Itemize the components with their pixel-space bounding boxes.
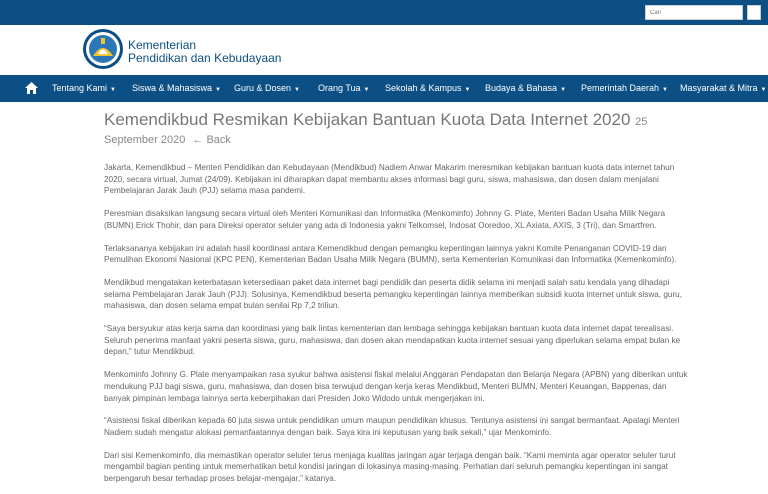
search-input[interactable] [645,5,743,20]
nav-budaya-bahasa[interactable] [485,75,566,102]
nav-masyarakat-mitra[interactable] [680,75,766,102]
caret-down-icon: ▼ [560,87,567,93]
brand-line-1: Kementerian [128,38,197,52]
top-bar [0,0,768,25]
article-title [104,110,694,132]
caret-down-icon: ▼ [662,87,668,93]
article-paragraph: Jakarta, Kemendikbud – Menteri Pendidikan dan Kebudayaan (Mendikbud) Nadiem Anwar Makarim meresmikan kebijakan bantuan kuota data internet tahun 2020, secara virtual, Jumat (24/09). Kebijakan ini diharapkan dapat membantu akses informasi bagi guru, siswa, mahasiswa, dan dosen dalam menjalani Pembelajaran Jarak Jauh (PJJ) selama masa pandemi. [104,163,675,196]
caret-down-icon: ▼ [294,87,300,93]
nav-siswa-mahasiswa[interactable] [132,75,221,102]
article-paragraph: Peresmian disaksikan langsung secara virtual oleh Menteri Komunikasi dan Informatika (Menkominfo) Johnny G. Plate, Menteri Badan Usaha Milik Negara (BUMN) Erick Thohir, dan para Direksi operator seluler yang ada di Indonesia yakni Telkomsel, Indosat Ooredoo, XL Axiata, AXIS, 3 (Tri), dan Smartfren. [104,209,666,230]
nav-tentang-kami[interactable] [52,75,116,102]
nav-label: Tentang Kami [52,83,108,93]
brand-line-2: Pendidikan dan Kebudayaan [128,51,282,65]
tut-wuri-handayani-logo[interactable] [82,28,124,70]
nav-sekolah-kampus[interactable] [385,75,471,102]
caret-down-icon: ▼ [464,87,471,93]
article-date: September 2020 [104,134,186,146]
title-text: Kemendikbud Resmikan Kebijakan Bantuan Kuota Data Internet 2020 [104,110,631,129]
nav-label: Masyarakat & Mitra [680,83,758,93]
caret-down-icon: ▼ [215,87,221,93]
article-date-line [104,132,694,148]
nav-pemerintah-daerah[interactable] [581,75,668,102]
nav-label: Sekolah & Kampus [385,83,462,93]
article-paragraph: Terlaksananya kebijakan ini adalah hasil koordinasi antara Kemendikbud dengan pemangku kepentingan lainnya yakni Komite Penanganan COVID-19 dan Pemulihan Ekonomi Nasional (KPC PEN), Kementerian Badan Usaha Milik Negara (BUMN), serta Kementerian Komunikasi dan Informatika (Kemenkominfo). [104,243,677,265]
nav-label: Budaya & Bahasa [485,83,558,93]
nav-guru-dosen[interactable] [234,75,300,102]
nav-label: Pemerintah Daerah [581,83,660,93]
back-link[interactable]: ← Back [192,134,231,146]
article-paragraph: Mendikbud mengatakan keterbatasan ketersediaan paket data internet bagi pendidik dan peserta didik selama ini menjadi salah satu kendala yang dihadapi selama Pembelajaran Jarak Jauh (PJJ). Solusinya, Kemendikbud beserta pemangku kepentingan lainnya memberikan subsidi kuota internet untuk siswa, guru, mahasiswa, dan dosen selama empat bulan senilai Rp 7,2 triliun. [104,277,682,311]
article-date-day: 25 [635,116,648,128]
article-paragraph: Dari sisi Kemenkominfo, dia memastikan operator seluler terus menjaga kualitas jaringan agar terjaga dengan baik. “Kami meminta agar operator seluler turut mengambil bagian penting untuk memerhatikan betul kondisi jaringan di lokasinya masing-masing. Perhatian dari seluruh pemangku kepentingan ini sangat berpengaruh besar terhadap proses belajar-mengajar,” katanya. [104,450,676,484]
brand-name[interactable] [128,39,281,65]
nav-label: Guru & Dosen [234,83,292,93]
nav-label: Orang Tua [318,83,361,93]
search-button[interactable] [747,5,761,20]
caret-down-icon: ▼ [760,87,767,93]
article-paragraph: “Asistensi fiskal diberikan kepada 60 juta siswa untuk pendidikan umum maupun pendidikan khusus. Tentunya asistensi ini sangat bermanfaat. Apalagi Menteri Nadiem sudah mengatur alokasi pemanfaatannya dengan baik. Saya kira ini keputusan yang baik sekali,” ujar Menkominfo. [104,416,680,437]
nav-label: Siswa & Mahasiswa [132,83,213,93]
main-nav [0,75,768,102]
caret-down-icon: ▼ [110,87,116,93]
article [104,110,694,485]
home-icon[interactable] [25,82,38,94]
caret-down-icon: ▼ [363,87,370,93]
article-paragraph: “Saya bersyukur atas kerja sama dan koordinasi yang baik lintas kementerian dan lembaga sehingga kebijakan bantuan kuota data internet dapat terealisasi. Seluruh penerima manfaat yakni peserta siswa, guru, mahasiswa, dan dosen akan mendapatkan kuota internet sesuai yang diperlukan selama empat bulan ke depan,” tutur Mendikbud. [104,324,681,357]
nav-orang-tua[interactable] [318,75,369,102]
article-paragraph: Menkominfo Johnny G. Plate menyampaikan rasa syukur bahwa asistensi fiskal melalui Anggaran Pendapatan dan Belanja Negara (APBN) yang diberikan untuk mendukung PJJ bagi siswa, guru, mahasiswa, dan dosen bisa terwujud dengan kerja keras Mendikbud, Menteri BUMN, Menteri Keuangan, Bappenas, dan banyak pimpinan lembaga lainnya serta keberpihakan dari Presiden Joko Widodo untuk mengerjakan ini. [104,370,688,403]
brand-header [0,25,768,75]
